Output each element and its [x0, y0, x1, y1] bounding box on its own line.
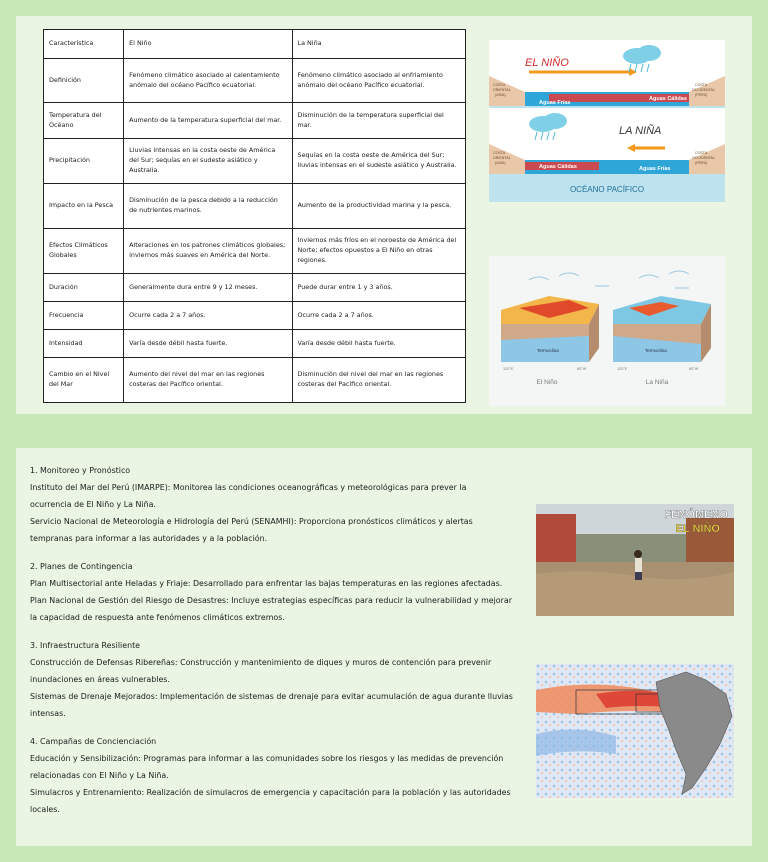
table-cell: Duración [44, 274, 124, 302]
enso-diagram-image [489, 40, 725, 202]
cold-waters-label: Aguas Frías [639, 166, 671, 172]
table-cell: Varía desde débil hasta fuerte. [292, 330, 465, 358]
table-row [44, 302, 466, 330]
measures-panel [16, 448, 752, 846]
section-line: locales. [30, 805, 60, 814]
flood-photo-svg [536, 504, 734, 616]
thermocline-label: Termoclina [537, 348, 559, 353]
table-cell: Varía desde débil hasta fuerte. [124, 330, 292, 358]
section-line: Construcción de Defensas Ribereñas: Construcción y mantenimiento de diques y muros de contención para prevenir [30, 658, 492, 667]
section-line: Educación y Sensibilización: Programas para informar a las comunidades sobre los riesgos y las medidas de prevención [30, 754, 504, 763]
table-cell: Efectos Climáticos Globales [44, 229, 124, 274]
ocean-label: OCÉANO PACÍFICO [569, 185, 645, 194]
table-header-cell: El Niño [124, 30, 292, 59]
enso-diagram-svg [489, 40, 725, 202]
table-cell: Fenómeno climático asociado al calentamiento anómalo del océano Pacífico ecuatorial. [124, 59, 292, 103]
section-line: Instituto del Mar del Perú (IMARPE): Monitorea las condiciones oceanográficas y meteorológicas para prever la [30, 483, 467, 492]
thermocline-label: Termoclina [645, 348, 667, 353]
table-cell: Generalmente dura entre 9 y 12 meses. [124, 274, 292, 302]
table-cell: Ocurre cada 2 a 7 años. [292, 302, 465, 330]
section-line: Simulacros y Entrenamiento: Realización de simulacros de emergencia y capacitación para la población y las autoridades [30, 788, 511, 797]
table-cell: Lluvias intensas en la costa oeste de América del Sur; sequías en el sudeste asiático y Australia. [124, 139, 292, 184]
table-header-row [44, 30, 466, 59]
table-cell: Impacto en la Pesca [44, 184, 124, 229]
flood-title-line2: EL NIÑO [675, 523, 720, 535]
table-cell: Intensidad [44, 330, 124, 358]
table-cell: Fenómeno climático asociado al enfriamiento anómalo del océano Pacífico ecuatorial. [292, 59, 465, 103]
table-cell: Inviernos más fríos en el noroeste de América del Norte; efectos opuestos a El Niño en otras regiones. [292, 229, 465, 274]
table-cell: Temperatura del Océano [44, 103, 124, 139]
la-nina-caption: La Niña [645, 379, 669, 386]
comparison-table [43, 29, 466, 403]
table-cell: Disminución de la temperatura superficial del mar. [292, 103, 465, 139]
table-cell: Sequías en la costa oeste de América del Sur; lluvias intensas en el sudeste asiático y Australia. [292, 139, 465, 184]
section-line: tempranas para informar a las autoridades y a la población. [30, 534, 268, 543]
table-cell: Ocurre cada 2 a 7 años. [124, 302, 292, 330]
coast-label: (PERÚ) [695, 93, 708, 97]
section-spacer [30, 722, 515, 733]
coast-label: OCCIDENTAL [692, 88, 715, 92]
table-cell: Precipitación [44, 139, 124, 184]
table-cell: Aumento de la temperatura superficial del mar. [124, 103, 292, 139]
table-row [44, 184, 466, 229]
flood-photo [536, 504, 734, 616]
table-row [44, 330, 466, 358]
section-heading: 2. Planes de Contingencia [30, 562, 133, 571]
sst-anomaly-map [536, 664, 734, 798]
table-header-cell: La Niña [292, 30, 465, 59]
comparison-panel [16, 16, 752, 414]
table-cell: Disminución de la pesca debido a la reducción de nutrientes marinos. [124, 184, 292, 229]
table-header-cell: Característica [44, 30, 124, 59]
coast-label: ORIENTAL [493, 156, 511, 160]
wind-arrows-icon [529, 271, 689, 288]
coast-label: ORIENTAL [493, 88, 511, 92]
longitude-label: 80°W [577, 367, 587, 371]
section-line: Plan Multisectorial ante Heladas y Friaje: Desarrollado para enfrentar las bajas temperaturas en las regiones afectadas. [30, 579, 503, 588]
table-row [44, 139, 466, 184]
sst-map-svg [536, 664, 734, 798]
table-cell: Definición [44, 59, 124, 103]
section-heading: 1. Monitoreo y Pronóstico [30, 466, 131, 475]
section-line: Plan Nacional de Gestión del Riesgo de Desastres: Incluye estrategias específicas para reducir la vulnerabilidad y mejorar [30, 596, 512, 605]
warm-waters-label: Aguas Cálidas [539, 164, 577, 170]
cold-waters-label: Aguas Frías [539, 100, 571, 106]
el-nino-title: EL NIÑO [525, 57, 569, 69]
la-nina-title: LA NIÑA [619, 125, 662, 137]
section-line: intensas. [30, 709, 66, 718]
enso-3d-image [489, 256, 725, 406]
table-cell: Aumento de la productividad marina y la pesca. [292, 184, 465, 229]
flood-title-line1: FENÓMENO [664, 509, 728, 521]
section-line: Servicio Nacional de Meteorología e Hidrología del Perú (SENAMHI): Proporciona pronósticos climáticos y alertas [30, 517, 473, 526]
table-row [44, 103, 466, 139]
table-cell: Disminución del nivel del mar en las regiones costeras del Pacífico oriental. [292, 358, 465, 403]
el-nino-caption: El Niño [536, 379, 558, 386]
warm-waters-label: Aguas Cálidas [649, 96, 687, 102]
coast-label: OCCIDENTAL [692, 156, 715, 160]
section-spacer [30, 626, 515, 637]
table-row [44, 358, 466, 403]
person-icon [634, 550, 642, 580]
coast-label: (ASIA) [495, 161, 506, 165]
section-spacer [30, 547, 515, 558]
table-cell: Aumento del nivel del mar en las regiones costeras del Pacífico oriental. [124, 358, 292, 403]
table-cell: Cambio en el Nivel del Mar [44, 358, 124, 403]
coast-label: COSTA [493, 151, 506, 155]
measures-text [30, 462, 515, 818]
longitude-label: 120°E [617, 367, 628, 371]
coast-label: (ASIA) [495, 93, 506, 97]
section-heading: 3. Infraestructura Resiliente [30, 641, 141, 650]
longitude-label: 80°W [689, 367, 699, 371]
table-row [44, 59, 466, 103]
table-cell: Puede durar entre 1 y 3 años. [292, 274, 465, 302]
section-line: Sistemas de Drenaje Mejorados: Implementación de sistemas de drenaje para evitar acumulación de agua durante lluvias [30, 692, 513, 701]
section-line: relacionadas con El Niño y La Niña. [30, 771, 169, 780]
table-cell: Alteraciones en los patrones climáticos globales; inviernos más suaves en América del Norte. [124, 229, 292, 274]
coast-label: (PERÚ) [695, 161, 708, 165]
table-row [44, 274, 466, 302]
table-row [44, 229, 466, 274]
coast-label: COSTA [493, 83, 506, 87]
coast-label: COSTA [695, 151, 708, 155]
section-line: la capacidad de respuesta ante fenómenos climáticos extremos. [30, 613, 285, 622]
longitude-label: 120°E [503, 367, 514, 371]
coast-label: COSTA [695, 83, 708, 87]
section-line: ocurrencia de El Niño y La Niña. [30, 500, 156, 509]
section-heading: 4. Campañas de Concienciación [30, 737, 157, 746]
section-line: inundaciones en áreas vulnerables. [30, 675, 170, 684]
enso-3d-svg [489, 256, 725, 406]
table-cell: Frecuencia [44, 302, 124, 330]
